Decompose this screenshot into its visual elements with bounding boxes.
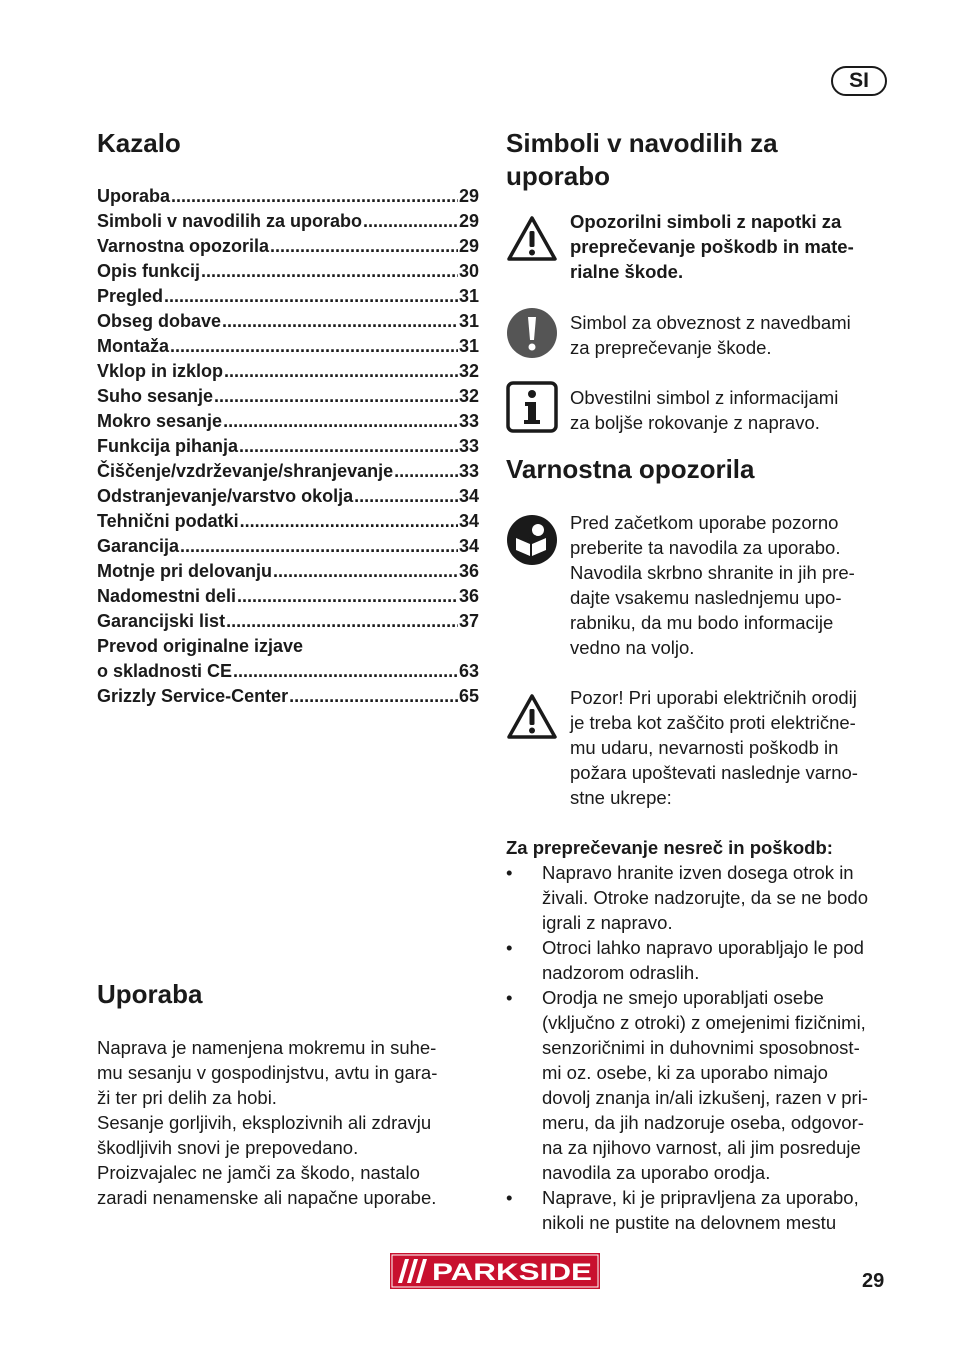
symbols-title-line1: Simboli v navodilih za <box>506 128 778 158</box>
toc-entry-page: 32 <box>458 386 479 406</box>
bullet-text-line: Naprave, ki je pripravljena za uporabo, <box>542 1187 859 1208</box>
toc-entry-label: Nadomestni deli <box>97 586 237 606</box>
bullet-text-line: Otroci lahko napravo uporabljajo le pod <box>542 937 864 958</box>
toc-entry[interactable] <box>97 409 479 434</box>
bullet-text-line: senzoričnimi in duhovnimi sposobnost- <box>542 1037 860 1058</box>
toc-leader-dots <box>214 384 458 409</box>
toc-entry-label: Montaža <box>97 336 169 356</box>
read-manual-icon <box>506 514 558 566</box>
safety-text-line: Pozor! Pri uporabi električnih orodij <box>570 687 857 708</box>
safety-subheading: Za preprečevanje nesreč in poškodb: <box>506 837 833 858</box>
toc-entry-page: 31 <box>458 336 479 356</box>
toc-entry[interactable] <box>97 559 479 584</box>
toc-entry-label: Varnostna opozorila <box>97 236 270 256</box>
toc-entry[interactable] <box>97 259 479 284</box>
toc-entry-page: 30 <box>458 261 479 281</box>
symbols-title-line2: uporabo <box>506 161 610 191</box>
usage-line: ži ter pri delih za hobi. <box>97 1087 277 1108</box>
bullet-marker: • <box>506 1187 513 1208</box>
safety-manual-text <box>570 510 900 660</box>
mandatory-exclamation-icon <box>506 307 558 359</box>
toc-entry-page: 29 <box>458 211 479 231</box>
toc-entry-page: 31 <box>458 286 479 306</box>
toc-title: Kazalo <box>97 128 181 158</box>
toc-entry[interactable] <box>97 384 479 409</box>
toc-entry-page: 33 <box>458 436 479 456</box>
logo-text: PARKSIDE <box>432 1259 592 1286</box>
toc-leader-dots <box>226 609 458 634</box>
symbol-text-line: rialne škode. <box>570 261 684 282</box>
toc-entry-page: 29 <box>458 186 479 206</box>
safety-text-line: požara upoštevati naslednje varno- <box>570 762 858 783</box>
toc-entry-label: Čiščenje/vzdrževanje/shranjevanje <box>97 461 394 481</box>
toc-entry-label: Obseg dobave <box>97 311 222 331</box>
bullet-text-line: na za njihovo varnost, ali jim posreduje <box>542 1137 861 1158</box>
usage-title: Uporaba <box>97 979 203 1009</box>
toc-entry[interactable] <box>97 584 479 609</box>
toc-entry[interactable] <box>97 484 479 509</box>
toc-leader-dots <box>224 359 458 384</box>
symbol-text-line: za boljše rokovanje z napravo. <box>570 412 820 433</box>
bullet-item <box>506 985 896 1185</box>
usage-paragraph <box>97 1035 482 1210</box>
toc-leader-dots <box>240 509 458 534</box>
page-number: 29 <box>862 1270 885 1292</box>
bullet-text-line: nikoli ne pustite na delovnem mestu <box>542 1212 837 1233</box>
toc-entry-page: 29 <box>458 236 479 256</box>
safety-text-line: je treba kot zaščito proti električne- <box>570 712 856 733</box>
safety-text-line: stne ukrepe: <box>570 787 672 808</box>
bullet-item <box>506 935 896 985</box>
table-of-contents <box>97 184 479 709</box>
toc-leader-dots <box>170 334 458 359</box>
usage-line: škodljivih snovi je prepovedano. <box>97 1137 359 1158</box>
safety-text-line: vedno na voljo. <box>570 637 695 658</box>
toc-entry-label: Tehnični podatki <box>97 511 239 531</box>
bullet-text-line: nadzorom odraslih. <box>542 962 700 983</box>
toc-entry-page: 31 <box>458 311 479 331</box>
toc-entry-label: Suho sesanje <box>97 386 214 406</box>
toc-entry-page: 36 <box>458 586 479 606</box>
toc-entry-label: Motnje pri delovanju <box>97 561 273 581</box>
safety-text-line: mu udaru, nevarnosti poškodb in <box>570 737 839 758</box>
toc-entry[interactable] <box>97 359 479 384</box>
bullet-text-line: mi oz. osebe, ki za uporabo nimajo <box>542 1062 828 1083</box>
toc-entry-label: Garancijski list <box>97 611 226 631</box>
safety-title: Varnostna opozorila <box>506 454 755 484</box>
toc-entry[interactable] <box>97 209 479 234</box>
toc-entry-label: Mokro sesanje <box>97 411 223 431</box>
symbol-text-line: za preprečevanje škode. <box>570 337 772 358</box>
bullet-text-line: (vključno z otroki) z omejenimi fizičnimi, <box>542 1012 866 1033</box>
toc-entry[interactable] <box>97 459 479 484</box>
bullet-item <box>506 860 896 935</box>
toc-leader-dots <box>233 659 458 684</box>
info-icon <box>506 381 558 433</box>
toc-entry-label: Grizzly Service-Center <box>97 686 289 706</box>
bullet-marker: • <box>506 987 513 1008</box>
toc-entry-label: Pregled <box>97 286 164 306</box>
safety-bullet-list <box>506 860 896 1235</box>
toc-entry-label: Simboli v navodilih za uporabo <box>97 211 363 231</box>
usage-line: Naprava je namenjena mokremu in suhe- <box>97 1037 437 1058</box>
toc-entry-page: 33 <box>458 411 479 431</box>
warning-triangle-icon <box>506 215 558 263</box>
toc-entry-ce-line1: Prevod originalne izjave <box>97 636 304 656</box>
toc-leader-dots <box>223 409 458 434</box>
bullet-text-line: meru, da jih nadzoruje oseba, odgovor- <box>542 1112 864 1133</box>
bullet-text-line: navodila za uporabo orodja. <box>542 1162 771 1183</box>
toc-entry-page: 36 <box>458 561 479 581</box>
toc-entry[interactable] <box>97 234 479 259</box>
usage-line: Proizvajalec ne jamči za škodo, nastalo <box>97 1162 420 1183</box>
toc-entry[interactable] <box>97 334 479 359</box>
toc-entry[interactable] <box>97 609 479 634</box>
safety-text-line: Pred začetkom uporabe pozorno <box>570 512 839 533</box>
toc-entry-label: Opis funkcij <box>97 261 201 281</box>
toc-entry-page: 37 <box>458 611 479 631</box>
toc-entry-page: 65 <box>458 686 479 706</box>
toc-entry-label: Garancija <box>97 536 180 556</box>
parkside-logo <box>390 1253 600 1289</box>
language-badge: SI <box>831 66 887 96</box>
toc-entry[interactable] <box>97 434 479 459</box>
toc-leader-dots <box>239 434 458 459</box>
toc-leader-dots <box>273 559 458 584</box>
toc-leader-dots <box>171 184 458 209</box>
safety-text-line: dajte vsakemu naslednjemu upo- <box>570 587 842 608</box>
toc-leader-dots <box>354 484 458 509</box>
symbols-title <box>506 127 778 193</box>
bullet-text-line: živali. Otroke nadzorujte, da se ne bodo <box>542 887 868 908</box>
bullet-text-line: dovolj znanja in/ali izkušenj, razen v pri- <box>542 1087 868 1108</box>
symbol-info-text <box>570 385 900 435</box>
toc-entry-page: 34 <box>458 486 479 506</box>
toc-entry[interactable] <box>97 184 479 209</box>
toc-entry-page: 34 <box>458 536 479 556</box>
safety-text-line: Navodila skrbno shranite in jih pre- <box>570 562 855 583</box>
bullet-text-line: igrali z napravo. <box>542 912 673 933</box>
toc-entry-page: 34 <box>458 511 479 531</box>
usage-line: Sesanje gorljivih, eksplozivnih ali zdravju <box>97 1112 432 1133</box>
toc-leader-dots <box>180 534 458 559</box>
symbol-text-line: Obvestilni simbol z informacijami <box>570 387 839 408</box>
bullet-item <box>506 1185 896 1235</box>
toc-entry[interactable] <box>97 509 479 534</box>
toc-leader-dots <box>289 684 458 709</box>
bullet-text-line: Orodja ne smejo uporabljati osebe <box>542 987 824 1008</box>
toc-entry[interactable] <box>97 534 479 559</box>
toc-entry-label: o skladnosti CE <box>97 661 233 681</box>
symbol-text-line: Simbol za obveznost z navedbami <box>570 312 851 333</box>
toc-entry[interactable] <box>97 309 479 334</box>
toc-leader-dots <box>270 234 458 259</box>
safety-text-line: rabniku, da mu bodo informacije <box>570 612 834 633</box>
warning-triangle-icon <box>506 693 558 741</box>
bullet-text-line: Napravo hranite izven dosega otrok in <box>542 862 854 883</box>
toc-leader-dots <box>394 459 458 484</box>
toc-entry-service[interactable] <box>97 684 479 709</box>
toc-entry-label: Odstranjevanje/varstvo okolja <box>97 486 354 506</box>
symbol-text-line: preprečevanje poškodb in mate- <box>570 236 854 257</box>
symbol-warning-text <box>570 209 900 284</box>
toc-leader-dots <box>201 259 458 284</box>
symbol-mandatory-text <box>570 310 900 360</box>
toc-entry[interactable] <box>97 284 479 309</box>
toc-leader-dots <box>164 284 458 309</box>
bullet-marker: • <box>506 937 513 958</box>
toc-entry-page: 63 <box>458 661 479 681</box>
toc-leader-dots <box>363 209 458 234</box>
toc-leader-dots <box>222 309 458 334</box>
toc-entry-label: Uporaba <box>97 186 171 206</box>
usage-line: zaradi nenamenske ali napačne uporabe. <box>97 1187 437 1208</box>
toc-entry-label: Funkcija pihanja <box>97 436 239 456</box>
toc-entry-label: Vklop in izklop <box>97 361 224 381</box>
toc-entry-page: 33 <box>458 461 479 481</box>
symbol-text-line: Opozorilni simboli z napotki za <box>570 211 842 232</box>
bullet-marker: • <box>506 862 513 883</box>
safety-text-line: preberite ta navodila za uporabo. <box>570 537 841 558</box>
usage-line: mu sesanju v gospodinjstvu, avtu in gara- <box>97 1062 438 1083</box>
toc-entry-page: 32 <box>458 361 479 381</box>
safety-warning-text <box>570 685 900 810</box>
toc-entry-ce[interactable] <box>97 659 479 684</box>
toc-leader-dots <box>237 584 458 609</box>
